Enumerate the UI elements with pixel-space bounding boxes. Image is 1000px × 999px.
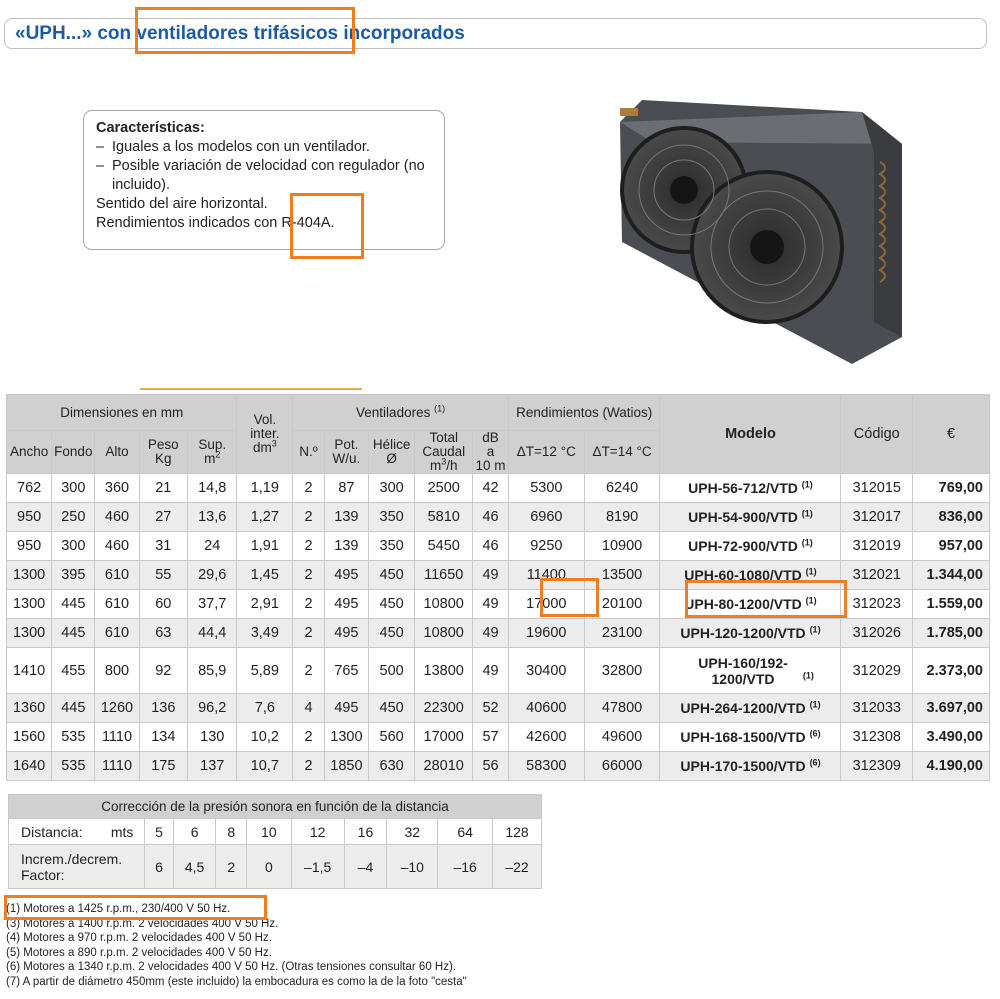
fans-group-header: Ventiladores $^{(1)}$	[293, 395, 509, 431]
cell-ancho: 1300	[7, 619, 52, 648]
cell-sup: 24	[188, 532, 237, 561]
cell-helice: 560	[368, 723, 414, 752]
cell-vol: 10,7	[237, 752, 293, 781]
cell-vol: 1,45	[237, 561, 293, 590]
cell-n: 2	[293, 532, 325, 561]
cell-caudal: 5450	[415, 532, 473, 561]
cell-price: 769,00	[913, 474, 990, 503]
cell-price: 1.785,00	[913, 619, 990, 648]
cell-ancho: 1300	[7, 590, 52, 619]
cell-peso: 21	[139, 474, 187, 503]
cell-n: 2	[293, 590, 325, 619]
characteristics-line: Sentido del aire horizontal.	[96, 196, 268, 212]
col-db: dB a 10 m	[473, 431, 509, 474]
col-dt12: ΔT=12 °C	[508, 431, 584, 474]
cell-peso: 175	[139, 752, 187, 781]
condenser-unit-photo	[612, 82, 922, 367]
cell-dt14: 47800	[584, 694, 660, 723]
cell-price: 3.490,00	[913, 723, 990, 752]
characteristics-item: – Posible variación de velocidad con regulador (no incluido).	[96, 158, 425, 193]
cell-dt14: 13500	[584, 561, 660, 590]
cell-code: 312017	[841, 503, 913, 532]
cell-helice: 630	[368, 752, 414, 781]
cell-pot: 139	[324, 532, 368, 561]
cell-fondo: 445	[52, 619, 95, 648]
cell-ancho: 1410	[7, 648, 52, 694]
cell-db: 57	[473, 723, 509, 752]
cell-alto: 800	[95, 648, 139, 694]
cell-n: 2	[293, 752, 325, 781]
cell-ancho: 762	[7, 474, 52, 503]
cell-dt12: 40600	[508, 694, 584, 723]
section-title: «UPH...» con ventiladores trifásicos incorporados	[15, 23, 465, 44]
cell-code: 312015	[841, 474, 913, 503]
footnote-highlight-box	[4, 895, 267, 920]
factor-value: 2	[216, 845, 247, 889]
cell-pot: 495	[324, 694, 368, 723]
cell-pot: 495	[324, 561, 368, 590]
cell-alto: 610	[95, 561, 139, 590]
cell-ancho: 1640	[7, 752, 52, 781]
cell-dt14: 32800	[584, 648, 660, 694]
cell-model: UPH-120-1200/VTD $^{(1)}$	[660, 619, 841, 648]
cell-alto: 360	[95, 474, 139, 503]
cell-caudal: 5810	[415, 503, 473, 532]
footnote-line: (4) Motores a 970 r.p.m. 2 velocidades 400 V 50 Hz.	[6, 932, 272, 945]
cell-dt12: 11400	[508, 561, 584, 590]
cell-pot: 87	[324, 474, 368, 503]
cell-model: UPH-54-900/VTD $^{(1)}$	[660, 503, 841, 532]
cell-vol: 1,19	[237, 474, 293, 503]
cell-ancho: 1560	[7, 723, 52, 752]
cell-db: 49	[473, 619, 509, 648]
distance-label: Distancia:	[9, 819, 101, 845]
cell-n: 4	[293, 694, 325, 723]
cell-peso: 55	[139, 561, 187, 590]
cell-vol: 7,6	[237, 694, 293, 723]
cell-caudal: 10800	[415, 590, 473, 619]
cell-fondo: 445	[52, 694, 95, 723]
cell-fondo: 300	[52, 474, 95, 503]
model-header: Modelo	[660, 395, 841, 474]
factor-label: Increm./decrem. Factor:	[9, 845, 145, 889]
cell-db: 52	[473, 694, 509, 723]
cell-code: 312021	[841, 561, 913, 590]
cell-peso: 136	[139, 694, 187, 723]
cell-ancho: 1360	[7, 694, 52, 723]
col-fondo: Fondo	[52, 431, 95, 474]
cell-sup: 13,6	[188, 503, 237, 532]
col-n: N.º	[293, 431, 325, 474]
performance-highlight-box	[540, 578, 599, 617]
distance-value: 5	[145, 819, 173, 845]
distance-value: 32	[387, 819, 438, 845]
cell-fondo: 300	[52, 532, 95, 561]
cell-helice: 300	[368, 474, 414, 503]
cell-fondo: 250	[52, 503, 95, 532]
cell-dt12: 42600	[508, 723, 584, 752]
cell-db: 49	[473, 648, 509, 694]
vol-header: Vol. inter. $dm^3$	[237, 395, 293, 474]
cell-price: 3.697,00	[913, 694, 990, 723]
factor-value: –22	[493, 845, 542, 889]
cell-n: 2	[293, 561, 325, 590]
cell-peso: 92	[139, 648, 187, 694]
title-highlight-box	[135, 7, 355, 54]
cell-sup: 37,7	[188, 590, 237, 619]
cell-helice: 450	[368, 694, 414, 723]
factor-value: 0	[246, 845, 291, 889]
distance-value: 8	[216, 819, 247, 845]
cell-db: 42	[473, 474, 509, 503]
cell-code: 312309	[841, 752, 913, 781]
cell-pot: 1300	[324, 723, 368, 752]
cell-db: 49	[473, 561, 509, 590]
col-peso: Peso Kg	[139, 431, 187, 474]
cell-pot: 495	[324, 619, 368, 648]
dimensions-group-header: Dimensiones en mm	[7, 395, 237, 431]
cell-alto: 1110	[95, 723, 139, 752]
cell-helice: 350	[368, 532, 414, 561]
performance-group-header: Rendimientos (Watios)	[508, 395, 660, 431]
cell-price: 1.559,00	[913, 590, 990, 619]
col-caudal: Total Caudal $m^3/h$	[415, 431, 473, 474]
cell-caudal: 10800	[415, 619, 473, 648]
cell-model: UPH-168-1500/VTD $^{(6)}$	[660, 723, 841, 752]
footnote-line: (1) Motores a 1425 r.p.m., 230/400 V 50 Hz.	[6, 903, 231, 915]
footnote-line: (6) Motores a 1340 r.p.m. 2 velocidades 400 V 50 Hz. (Otras tensiones consultar 60 Hz).	[6, 961, 456, 974]
cell-helice: 500	[368, 648, 414, 694]
factor-value: –1,5	[291, 845, 344, 889]
cell-caudal: 13800	[415, 648, 473, 694]
table-row	[7, 694, 990, 723]
cell-dt14: 49600	[584, 723, 660, 752]
cell-model: UPH-264-1200/VTD $^{(1)}$	[660, 694, 841, 723]
cell-ancho: 950	[7, 532, 52, 561]
factor-value: –4	[344, 845, 387, 889]
distance-value: 6	[173, 819, 216, 845]
cell-dt12: 30400	[508, 648, 584, 694]
cell-dt12: 9250	[508, 532, 584, 561]
cell-code: 312033	[841, 694, 913, 723]
cell-model: UPH-56-712/VTD $^{(1)}$	[660, 474, 841, 503]
cell-code: 312023	[841, 590, 913, 619]
distance-value: 128	[493, 819, 542, 845]
decorative-orange-rule	[140, 388, 362, 390]
cell-dt14: 10900	[584, 532, 660, 561]
footnote-line: (5) Motores a 890 r.p.m. 2 velocidades 400 V 50 Hz.	[6, 946, 272, 959]
refrigerant-highlight-box	[290, 193, 364, 259]
cell-alto: 610	[95, 619, 139, 648]
cell-caudal: 2500	[415, 474, 473, 503]
cell-helice: 450	[368, 590, 414, 619]
cell-ancho: 950	[7, 503, 52, 532]
cell-sup: 137	[188, 752, 237, 781]
cell-alto: 1110	[95, 752, 139, 781]
cell-price: 4.190,00	[913, 752, 990, 781]
cell-price: 2.373,00	[913, 648, 990, 694]
factor-value: –10	[387, 845, 438, 889]
model-highlight-box	[685, 580, 847, 618]
cell-dt14: 6240	[584, 474, 660, 503]
cell-peso: 31	[139, 532, 187, 561]
cell-pot: 139	[324, 503, 368, 532]
cell-peso: 60	[139, 590, 187, 619]
cell-fondo: 535	[52, 723, 95, 752]
factor-value: 6	[145, 845, 173, 889]
table-row	[7, 723, 990, 752]
cell-sup: 14,8	[188, 474, 237, 503]
cell-sup: 29,6	[188, 561, 237, 590]
cell-helice: 350	[368, 503, 414, 532]
cell-dt14: 20100	[584, 590, 660, 619]
cell-alto: 1260	[95, 694, 139, 723]
table-row	[7, 532, 990, 561]
cell-alto: 610	[95, 590, 139, 619]
cell-dt12: 5300	[508, 474, 584, 503]
table-row	[7, 619, 990, 648]
col-dt14: ΔT=14 °C	[584, 431, 660, 474]
cell-helice: 450	[368, 619, 414, 648]
cell-dt12: 6960	[508, 503, 584, 532]
cell-n: 2	[293, 648, 325, 694]
cell-ancho: 1300	[7, 561, 52, 590]
cell-db: 56	[473, 752, 509, 781]
cell-dt12: 17000	[508, 590, 584, 619]
cell-db: 46	[473, 532, 509, 561]
cell-alto: 460	[95, 503, 139, 532]
characteristics-item: – Iguales a los modelos con un ventilador.	[96, 139, 370, 155]
col-helice: Hélice Ø	[368, 431, 414, 474]
cell-sup: 96,2	[188, 694, 237, 723]
cell-vol: 5,89	[237, 648, 293, 694]
distance-value: 12	[291, 819, 344, 845]
cell-model: UPH-60-1080/VTD $^{(1)}$	[660, 561, 841, 590]
cell-vol: 1,27	[237, 503, 293, 532]
characteristics-box	[83, 110, 445, 250]
cell-vol: 1,91	[237, 532, 293, 561]
sound-correction-table	[8, 794, 542, 889]
cell-vol: 3,49	[237, 619, 293, 648]
cell-pot: 765	[324, 648, 368, 694]
cell-dt12: 58300	[508, 752, 584, 781]
cell-n: 2	[293, 619, 325, 648]
cell-n: 2	[293, 723, 325, 752]
cell-caudal: 17000	[415, 723, 473, 752]
characteristics-heading: Características:	[96, 120, 205, 136]
cell-price: 957,00	[913, 532, 990, 561]
cell-code: 312019	[841, 532, 913, 561]
cell-code: 312308	[841, 723, 913, 752]
cell-dt12: 19600	[508, 619, 584, 648]
distance-value: 64	[438, 819, 493, 845]
cell-pot: 495	[324, 590, 368, 619]
cell-dt14: 66000	[584, 752, 660, 781]
footnote-line: (7) A partir de diámetro 450mm (este incluido) la embocadura es como la de la foto "cesta"	[6, 975, 467, 988]
cell-fondo: 455	[52, 648, 95, 694]
cell-fondo: 395	[52, 561, 95, 590]
cell-code: 312026	[841, 619, 913, 648]
cell-model: UPH-160/192-1200/VTD $^{(1)}$	[660, 648, 841, 694]
cell-caudal: 11650	[415, 561, 473, 590]
cell-model: UPH-80-1200/VTD $^{(1)}$	[660, 590, 841, 619]
code-header: Código	[841, 395, 913, 474]
cell-code: 312029	[841, 648, 913, 694]
characteristics-line: Rendimientos indicados con R-404A.	[96, 215, 335, 231]
distance-value: 16	[344, 819, 387, 845]
cell-model: UPH-170-1500/VTD $^{(6)}$	[660, 752, 841, 781]
cell-fondo: 445	[52, 590, 95, 619]
cell-caudal: 28010	[415, 752, 473, 781]
cell-sup: 130	[188, 723, 237, 752]
factor-value: 4,5	[173, 845, 216, 889]
cell-sup: 85,9	[188, 648, 237, 694]
cell-peso: 63	[139, 619, 187, 648]
cell-sup: 44,4	[188, 619, 237, 648]
cell-db: 46	[473, 503, 509, 532]
cell-n: 2	[293, 503, 325, 532]
col-ancho: Ancho	[7, 431, 52, 474]
cell-dt14: 8190	[584, 503, 660, 532]
col-sup: Sup. $m^2$	[188, 431, 237, 474]
col-alto: Alto	[95, 431, 139, 474]
cell-model: UPH-72-900/VTD $^{(1)}$	[660, 532, 841, 561]
distance-value: 10	[246, 819, 291, 845]
distance-unit: mts	[100, 819, 145, 845]
cell-vol: 2,91	[237, 590, 293, 619]
cell-fondo: 535	[52, 752, 95, 781]
factor-value: –16	[438, 845, 493, 889]
col-pot: Pot. W/u.	[324, 431, 368, 474]
table-row	[7, 503, 990, 532]
cell-alto: 460	[95, 532, 139, 561]
price-header: €	[913, 395, 990, 474]
footnote-line: (3) Motores a 1400 r.p.m. 2 velocidades 400 V 50 Hz.	[6, 917, 279, 930]
cell-price: 836,00	[913, 503, 990, 532]
cell-helice: 450	[368, 561, 414, 590]
correction-title: Corrección de la presión sonora en función de la distancia	[9, 795, 542, 819]
table-row	[7, 648, 990, 694]
cell-pot: 1850	[324, 752, 368, 781]
cell-n: 2	[293, 474, 325, 503]
cell-vol: 10,2	[237, 723, 293, 752]
cell-caudal: 22300	[415, 694, 473, 723]
cell-peso: 134	[139, 723, 187, 752]
cell-price: 1.344,00	[913, 561, 990, 590]
cell-db: 49	[473, 590, 509, 619]
cell-peso: 27	[139, 503, 187, 532]
cell-dt14: 23100	[584, 619, 660, 648]
table-row	[7, 752, 990, 781]
table-row	[7, 474, 990, 503]
